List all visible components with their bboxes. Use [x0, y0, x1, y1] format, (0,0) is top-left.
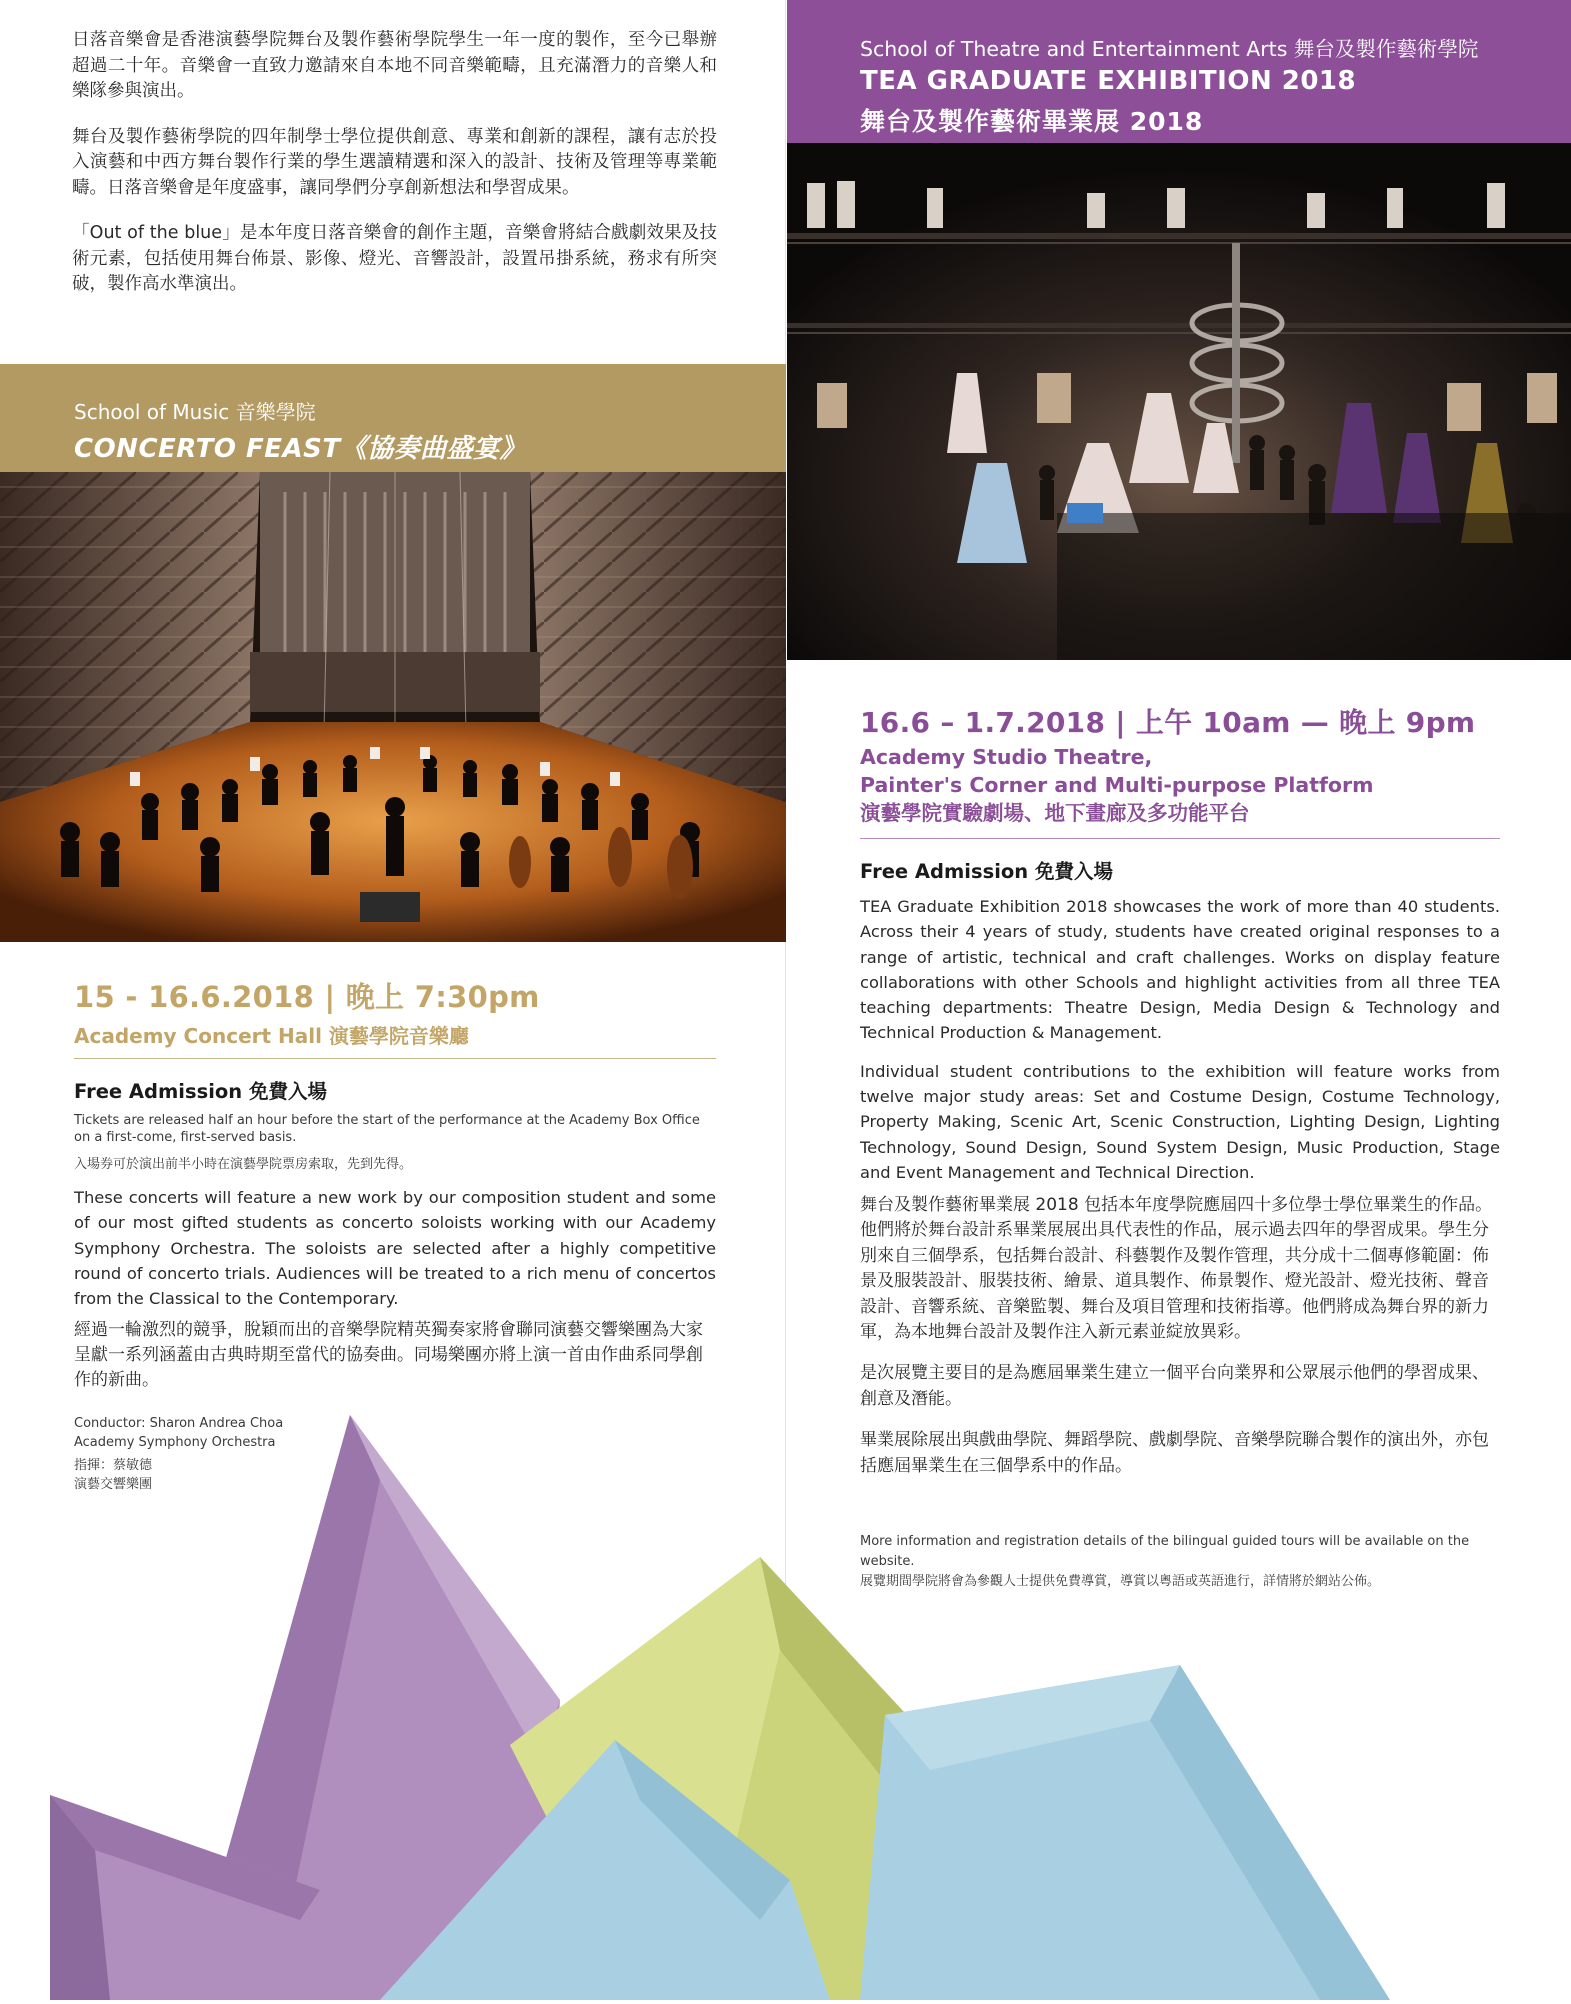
concert-description-zh: 經過一輪激烈的競爭，脫穎而出的音樂學院精英獨奏家將會聯同演藝交響樂團為大家呈獻一系列涵蓋由古典時期至當代的協奏曲。同場樂團亦將上演一首由作曲系同學創作的新曲。 [74, 1320, 703, 1390]
exhibition-description-en [860, 894, 1500, 1198]
concert-free-admission: Free Admission 免費入場 [74, 1080, 327, 1103]
concert-date-time: 15 - 16.6.2018 | 晚上 7:30pm [74, 980, 540, 1014]
ticket-note-en: Tickets are released half an hour before the start of the performance at the Academy Box Office on a first-come, first-served basis. [74, 1113, 700, 1145]
intro-paragraph: 舞台及製作藝術學院的四年制學士學位提供創意、專業和創新的課程，讓有志於投入演藝和中西方舞台製作行業的學生選讀精選和深入的設計、技術及管理等專業範疇。日落音樂會是年度盛事，讓同學們分享創新想法和學習成果。 [72, 126, 717, 198]
exhibition-photo [787, 143, 1571, 660]
exhibition-free-admission: Free Admission 免費入場 [860, 860, 1113, 883]
guided-tour-note-en: More information and registration details of the bilingual guided tours will be available on the website. [860, 1534, 1470, 1569]
concerto-feast-title: CONCERTO FEAST《協奏曲盛宴》 [74, 434, 527, 464]
venue-line-1: Academy Studio Theatre, [860, 745, 1153, 769]
intro-paragraph: 日落音樂會是香港演藝學院舞台及製作藝術學院學生一年一度的製作，至今已舉辦超過二十年。音樂會一直致力邀請來自本地不同音樂範疇，且充滿潛力的音樂人和樂隊參與演出。 [72, 30, 717, 101]
exhibition-paragraph-zh: 畢業展除展出與戲曲學院、舞蹈學院、戲劇學院、音樂學院聯合製作的演出外，亦包括應屆畢業生在三個學系中的作品。 [860, 1430, 1489, 1476]
tea-exhibition-title-zh: 舞台及製作藝術畢業展 2018 [860, 107, 1204, 136]
conductor-zh: 指揮：蔡敏德 [74, 1458, 153, 1473]
exhibition-paragraph: Individual student contributions to the exhibition will feature works from twelve major study areas: Set and Costume Design, Costume Technology, Property Making, Scenic Art, Scenic Construction, Lighting Design, Lighting Technology, Sound Design, Sound System Design, Music Production, Stage and Event Management and Technical Direction. [860, 1061, 1500, 1182]
venue-line-2: Painter's Corner and Multi-purpose Platform [860, 773, 1374, 797]
orchestra-en: Academy Symphony Orchestra [74, 1435, 276, 1450]
tea-exhibition-title-en: TEA GRADUATE EXHIBITION 2018 [860, 66, 1357, 96]
exhibition-paragraph: TEA Graduate Exhibition 2018 showcases the work of more than 40 students. Across their 4 years of study, students have created original responses to a range of artistic, technical and craft challenges. Works on display feature collaborations with other Schools and highlight activities from all three TEA teaching departments: Theatre Design, Media Design & Technology and Technical Production & Management. [860, 897, 1500, 1043]
exhibition-venue [860, 743, 1373, 827]
divider [74, 1058, 716, 1059]
music-school-name: School of Music 音樂學院 [74, 400, 316, 424]
concert-venue: Academy Concert Hall 演藝學院音樂廳 [74, 1024, 469, 1048]
intro-text [72, 28, 717, 318]
concert-description-en: These concerts will feature a new work by our composition student and some of our most gifted students as concerto soloists working with our Academy Symphony Orchestra. The soloists are selected after a highly competitive round of concerto trials. Audiences will be treated to a rich menu of concertos from the Classical to the Contemporary. [74, 1188, 716, 1309]
conductor-en: Conductor: Sharon Andrea Choa [74, 1416, 284, 1431]
guided-tour-note-zh: 展覽期間學院將會為參觀人士提供免費導賞，導賞以粵語或英語進行，詳情將於網站公佈。 [860, 1574, 1381, 1589]
exhibition-date-time: 16.6 – 1.7.2018 | 上午 10am — 晚上 9pm [860, 706, 1476, 739]
exhibition-paragraph-zh: 是次展覽主要目的是為應屆畢業生建立一個平台向業界和公眾展示他們的學習成果、創意及潛能。 [860, 1363, 1489, 1409]
concert-hall-photo [0, 472, 786, 942]
exhibition-paragraph-zh: 舞台及製作藝術畢業展 2018 包括本年度學院應屆四十多位學士學位畢業生的作品。他們將於舞台設計系畢業展展出具代表性的作品，展示過去四年的學習成果。學生分別來自三個學系，包括舞台設計、科藝製作及製作管理，共分成十二個專修範圍：佈景及服裝設計、服裝技術、繪景、道具製作、佈景製作、燈光設計、燈光技術、聲音設計、音響系統、音樂監製、舞台及項目管理和技術指導。他們將成為舞台界的新力軍，為本地舞台設計及製作注入新元素並綻放異彩。 [860, 1195, 1493, 1343]
crystal-decoration [0, 1380, 1571, 2000]
orchestra-zh: 演藝交響樂團 [74, 1477, 153, 1492]
ticket-note-zh: 入場券可於演出前半小時在演藝學院票房索取，先到先得。 [74, 1157, 413, 1172]
venue-zh: 演藝學院實驗劇場、地下畫廊及多功能平台 [860, 801, 1250, 825]
divider [860, 838, 1500, 839]
tea-school-name: School of Theatre and Entertainment Arts 舞台及製作藝術學院 [860, 37, 1479, 61]
intro-paragraph: 「Out of the blue」是本年度日落音樂會的創作主題，音樂會將結合戲劇效果及技術元素，包括使用舞台佈景、影像、燈光、音響設計，設置吊掛系統，務求有所突破，製作高水準演出。 [72, 223, 717, 294]
